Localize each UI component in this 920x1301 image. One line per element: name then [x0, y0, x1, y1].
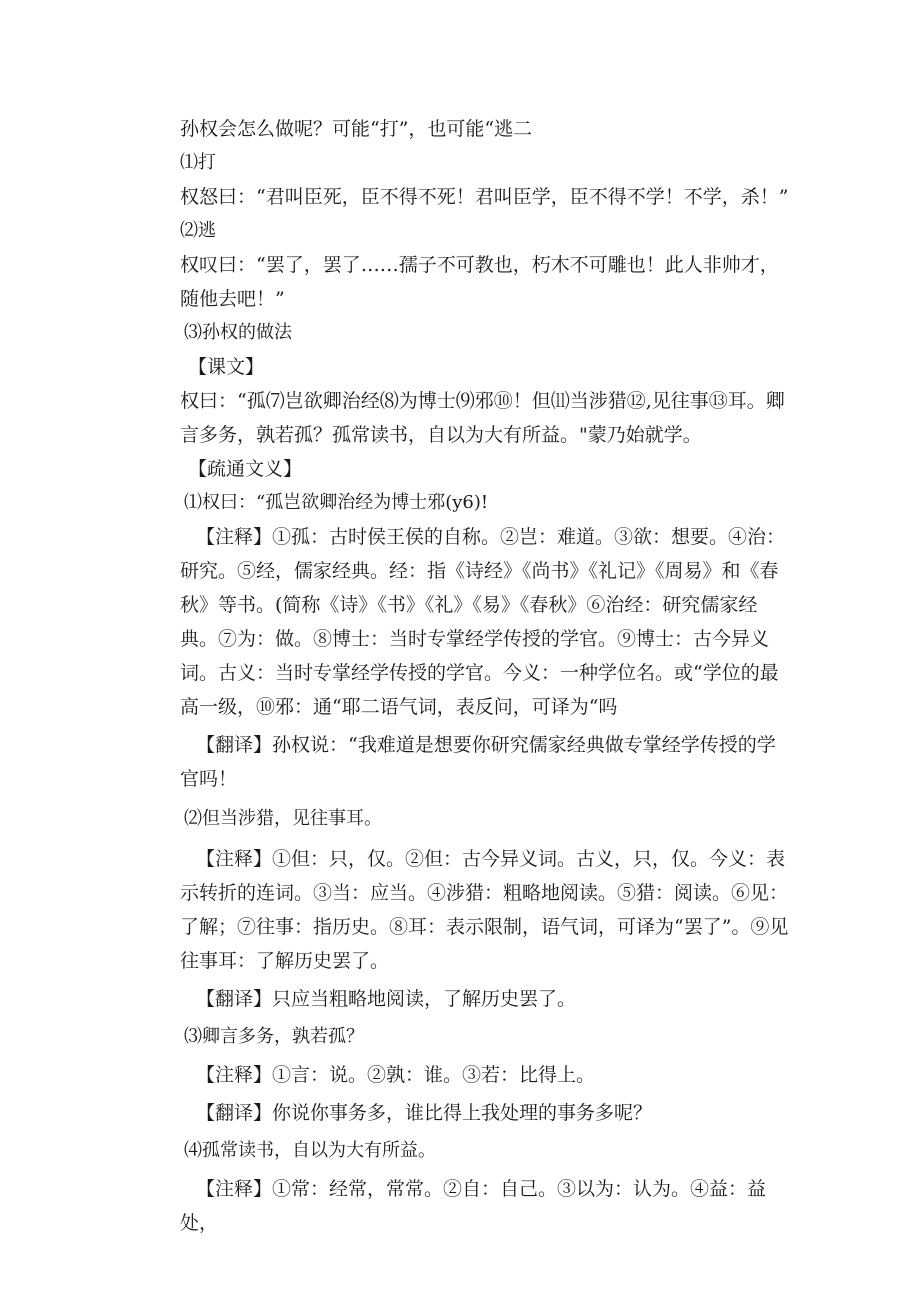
annotation-1: 【注释】①孤：古时侯王侯的自称。②岂：难道。③欲：想要。④治：研究。⑤经，儒家经典。经：指《诗经》《尚书》《礼记》《周易》和《春秋》等书。(简称《诗》《书》《礼》《易》《春秋》⑥治经：研究儒家经典。⑦为：做。⑧博士：当时专掌经学传授的学官。⑨博士：古今异义词。古义：当时专掌经学传授的学官。今义：一种学位名。或“学位的最高一级，⑩邪：通“耶二语气词，表反问，可译为“吗	[180, 526, 786, 718]
sentence-2: ⑵但当涉猎，见往事耳。	[184, 808, 382, 829]
sentence-4: ⑷孤常读书，自以为大有所益。	[184, 1140, 436, 1161]
annotation-2: 【注释】①但：只，仅。②但：古今异义词。古义，只，仅。今义：表示转折的连词。③当：应当。④涉猎：粗略地阅读。⑤猎：阅读。⑥见：了解；⑦往事：指历史。⑧耳：表示限制，语气词，可译为“罢了”。⑨见往事耳：了解历史罢了。	[180, 848, 789, 972]
document-body	[180, 112, 790, 1240]
item-method-heading: ⑶孙权的做法	[184, 322, 292, 343]
annotation-4: 【注释】①常：经常，常常。②自：自己。③以为：认为。④益：益处，	[180, 1178, 767, 1234]
paragraph-text: 权曰：“孤⑺岂欲卿治经⑻为博士⑼邪⑩！但⑾当涉猎⑫,见往事⑬耳。卿言多务，孰若孤？孤常读书，自以为大有所益。"蒙乃始就学。	[180, 390, 785, 446]
section-text-heading: 【课文】	[188, 356, 265, 378]
translation-3: 【翻译】你说你事务多，谁比得上我处理的事务多呢？	[196, 1102, 653, 1124]
item-flee-heading: ⑵逃	[180, 220, 216, 241]
item-fight-heading: ⑴打	[180, 152, 216, 173]
annotation-3: 【注释】①言：说。②孰：谁。③若：比得上。	[196, 1064, 596, 1086]
sentence-3: ⑶卿言多务，孰若孤？	[184, 1026, 364, 1047]
sentence-1: ⑴权曰：“孤岂欲卿治经为博士邪(y6)!	[184, 492, 489, 513]
translation-1: 【翻译】孙权说：“我难道是想要你研究儒家经典做专掌经学传授的学官吗！	[180, 734, 776, 790]
paragraph-flee: 权叹曰：“罢了，罢了……孺子不可教也，朽木不可雕也！此人非帅才，随他去吧！”	[180, 254, 779, 310]
paragraph-fight: 权怒曰：“君叫臣死，臣不得不死！君叫臣学，臣不得不学！不学，杀！”	[180, 186, 789, 208]
paragraph-intro: 孙权会怎么做呢？可能“打”，也可能“逃二	[180, 118, 533, 140]
translation-2: 【翻译】只应当粗略地阅读，了解历史罢了。	[196, 988, 577, 1010]
section-explain-heading: 【疏通文义】	[188, 458, 303, 480]
